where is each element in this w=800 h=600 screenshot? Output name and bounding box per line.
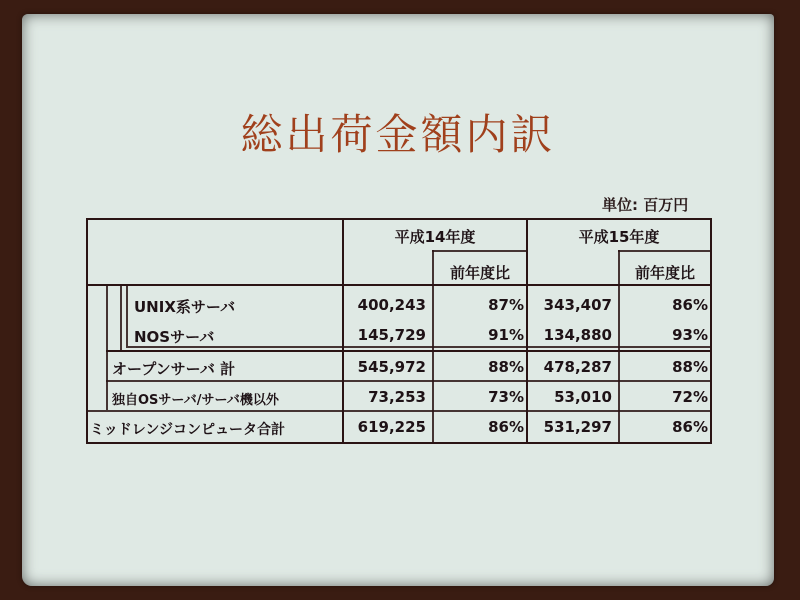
- value-h15: 531,297: [543, 418, 612, 436]
- value-h14: 619,225: [357, 418, 426, 436]
- header-h14: 平成14年度: [394, 228, 476, 246]
- ratio-h15: 86%: [672, 296, 708, 314]
- row-label: オープンサーバ 計: [112, 360, 236, 378]
- row-label: NOSサーバ: [134, 328, 215, 346]
- ratio-h15: 88%: [672, 358, 708, 376]
- ratio-h14: 91%: [488, 326, 524, 344]
- unit-label: 単位: 百万円: [602, 196, 689, 214]
- shipment-table: [22, 14, 774, 586]
- ratio-h14: 73%: [488, 388, 524, 406]
- value-h15: 53,010: [554, 388, 612, 406]
- value-h15: 478,287: [543, 358, 612, 376]
- value-h15: 134,880: [543, 326, 612, 344]
- ratio-h15: 86%: [672, 418, 708, 436]
- value-h14: 145,729: [357, 326, 426, 344]
- ratio-h15: 72%: [672, 388, 708, 406]
- header-h15: 平成15年度: [578, 228, 660, 246]
- header-yoy15: 前年度比: [634, 264, 695, 282]
- row-label: ミッドレンジコンピュータ合計: [90, 422, 286, 438]
- ratio-h14: 86%: [488, 418, 524, 436]
- value-h14: 545,972: [357, 358, 426, 376]
- value-h15: 343,407: [543, 296, 612, 314]
- row-label: UNIX系サーバ: [134, 298, 236, 316]
- ratio-h14: 87%: [488, 296, 524, 314]
- slide-title: 総出荷金額内訳: [240, 110, 556, 159]
- ratio-h15: 93%: [672, 326, 708, 344]
- value-h14: 400,243: [357, 296, 426, 314]
- presentation-slide: [22, 14, 774, 586]
- header-yoy14: 前年度比: [449, 264, 510, 282]
- ratio-h14: 88%: [488, 358, 524, 376]
- value-h14: 73,253: [368, 388, 426, 406]
- row-label: 独自OSサーバ/サーバ機以外: [112, 393, 279, 408]
